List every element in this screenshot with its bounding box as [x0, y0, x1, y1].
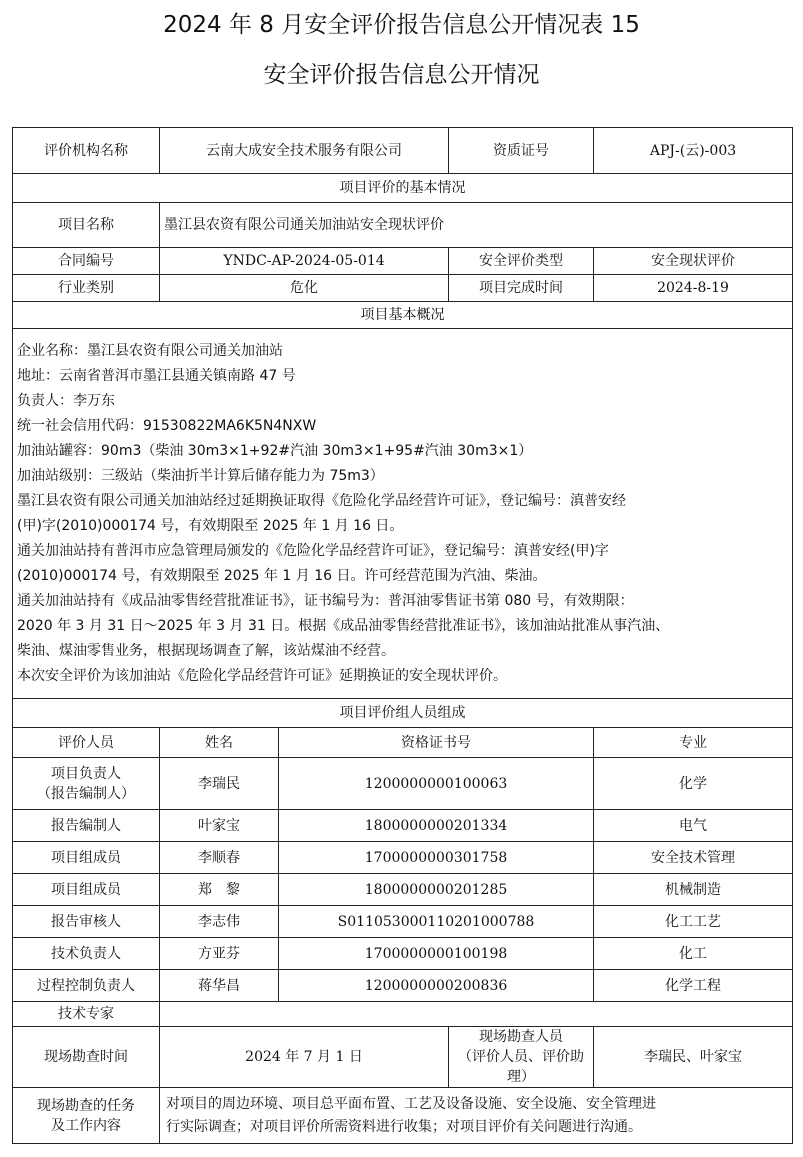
- overview-line: 统一社会信用代码：91530822MA6K5N4NXW: [17, 417, 317, 434]
- survey-staff-label: 现场勘查人员 （评价人员、评价助理）: [449, 1027, 594, 1088]
- member-cert: 1700000000301758: [279, 842, 594, 874]
- eval-type-value: 安全现状评价: [594, 248, 793, 275]
- overview-line: 柴油、煤油零售业务，根据现场调查了解，该站煤油不经营。: [17, 642, 395, 659]
- overview-line: 加油站罐容：90m3（柴油 30m3×1+92#汽油 30m3×1+95#汽油 30m3×1）: [17, 442, 533, 459]
- member-name: 郑 黎: [160, 874, 279, 906]
- member-major: 化学: [594, 758, 793, 810]
- member-cert: 1200000000100063: [279, 758, 594, 810]
- col-header-name: 姓名: [160, 728, 279, 758]
- member-major: 化学工程: [594, 970, 793, 1002]
- member-name: 蒋华昌: [160, 970, 279, 1002]
- member-name: 方亚芬: [160, 938, 279, 970]
- table-row: [13, 758, 793, 810]
- table-row: [13, 938, 793, 970]
- expert-label: 技术专家: [13, 1002, 160, 1027]
- table-row: [13, 906, 793, 938]
- page-subtitle: 安全评价报告信息公开情况: [263, 62, 540, 88]
- member-major: 化工: [594, 938, 793, 970]
- member-cert: 1800000000201285: [279, 874, 594, 906]
- overview-line: (2010)000174 号，有效期限至 2025 年 1 月 16 日。许可经营范围为汽油、柴油。: [17, 567, 547, 584]
- expert-value: [160, 1002, 793, 1027]
- industry-value: 危化: [160, 275, 449, 302]
- member-cert: 1200000000200836: [279, 970, 594, 1002]
- project-name-value: 墨江县农资有限公司通关加油站安全现状评价: [160, 203, 793, 248]
- table-row: [13, 874, 793, 906]
- task-label: 现场勘查的任务 及工作内容: [13, 1088, 160, 1144]
- member-role: 项目负责人 （报告编制人）: [13, 758, 160, 810]
- member-cert: 1800000000201334: [279, 810, 594, 842]
- member-name: 李瑞民: [160, 758, 279, 810]
- team-section-header: 项目评价组人员组成: [13, 699, 793, 728]
- member-name: 叶家宝: [160, 810, 279, 842]
- member-cert: 1700000000100198: [279, 938, 594, 970]
- disclosure-table: [12, 127, 793, 1144]
- finish-time-value: 2024-8-19: [594, 275, 793, 302]
- member-role: 过程控制负责人: [13, 970, 160, 1002]
- eval-type-label: 安全评价类型: [449, 248, 594, 275]
- table-row: [13, 970, 793, 1002]
- member-role: 报告编制人: [13, 810, 160, 842]
- cert-value: APJ-(云)-003: [594, 128, 793, 174]
- overview-text: [13, 329, 793, 699]
- member-role: 报告审核人: [13, 906, 160, 938]
- survey-staff-value: 李瑞民、叶家宝: [594, 1027, 793, 1088]
- contract-value: YNDC-AP-2024-05-014: [160, 248, 449, 275]
- basic-section-header: 项目评价的基本情况: [13, 174, 793, 203]
- overview-line: 负责人：李万东: [17, 392, 115, 409]
- task-content: 对项目的周边环境、项目总平面布置、工艺及设备设施、安全设施、安全管理进 行实际调查；对项目评价所需资料进行收集；对项目评价有关问题进行沟通。: [160, 1088, 793, 1144]
- overview-line: 加油站级别：三级站（柴油折半计算后储存能力为 75m3）: [17, 467, 384, 484]
- finish-time-label: 项目完成时间: [449, 275, 594, 302]
- project-name-label: 项目名称: [13, 203, 160, 248]
- member-major: 电气: [594, 810, 793, 842]
- overview-line: 企业名称：墨江县农资有限公司通关加油站: [17, 342, 283, 359]
- overview-line: 墨江县农资有限公司通关加油站经过延期换证取得《危险化学品经营许可证》，登记编号：滇普安经: [17, 492, 626, 509]
- overview-line: 2020 年 3 月 31 日～2025 年 3 月 31 日。根据《成品油零售经营批准证书》，该加油站批准从事汽油、: [17, 617, 670, 634]
- member-major: 化工工艺: [594, 906, 793, 938]
- member-major: 安全技术管理: [594, 842, 793, 874]
- col-header-major: 专业: [594, 728, 793, 758]
- member-name: 李志伟: [160, 906, 279, 938]
- member-name: 李顺春: [160, 842, 279, 874]
- member-role: 项目组成员: [13, 874, 160, 906]
- table-row: [13, 842, 793, 874]
- survey-time-value: 2024 年 7 月 1 日: [160, 1027, 449, 1088]
- org-row: [13, 128, 793, 174]
- industry-label: 行业类别: [13, 275, 160, 302]
- table-row: [13, 810, 793, 842]
- overview-line: 本次安全评价为该加油站《危险化学品经营许可证》延期换证的安全现状评价。: [17, 667, 507, 684]
- survey-time-label: 现场勘查时间: [13, 1027, 160, 1088]
- overview-line: 通关加油站持有普洱市应急管理局颁发的《危险化学品经营许可证》，登记编号：滇普安经(甲)字: [17, 542, 609, 559]
- member-major: 机械制造: [594, 874, 793, 906]
- col-header-role: 评价人员: [13, 728, 160, 758]
- org-value: 云南大成安全技术服务有限公司: [160, 128, 449, 174]
- cert-label: 资质证号: [449, 128, 594, 174]
- overview-line: (甲)字(2010)000174 号，有效期限至 2025 年 1 月 16 日。: [17, 517, 404, 534]
- member-cert: S011053000110201000788: [279, 906, 594, 938]
- member-role: 技术负责人: [13, 938, 160, 970]
- member-role: 项目组成员: [13, 842, 160, 874]
- col-header-cert: 资格证书号: [279, 728, 594, 758]
- contract-label: 合同编号: [13, 248, 160, 275]
- team-header-row: [13, 728, 793, 758]
- overview-line: 地址：云南省普洱市墨江县通关镇南路 47 号: [17, 367, 296, 384]
- page-title: 2024 年 8 月安全评价报告信息公开情况表 15: [163, 12, 640, 38]
- org-label: 评价机构名称: [13, 128, 160, 174]
- overview-line: 通关加油站持有《成品油零售经营批准证书》，证书编号为：普洱油零售证书第 080 号，有效期限：: [17, 592, 634, 609]
- overview-section-header: 项目基本概况: [13, 302, 793, 329]
